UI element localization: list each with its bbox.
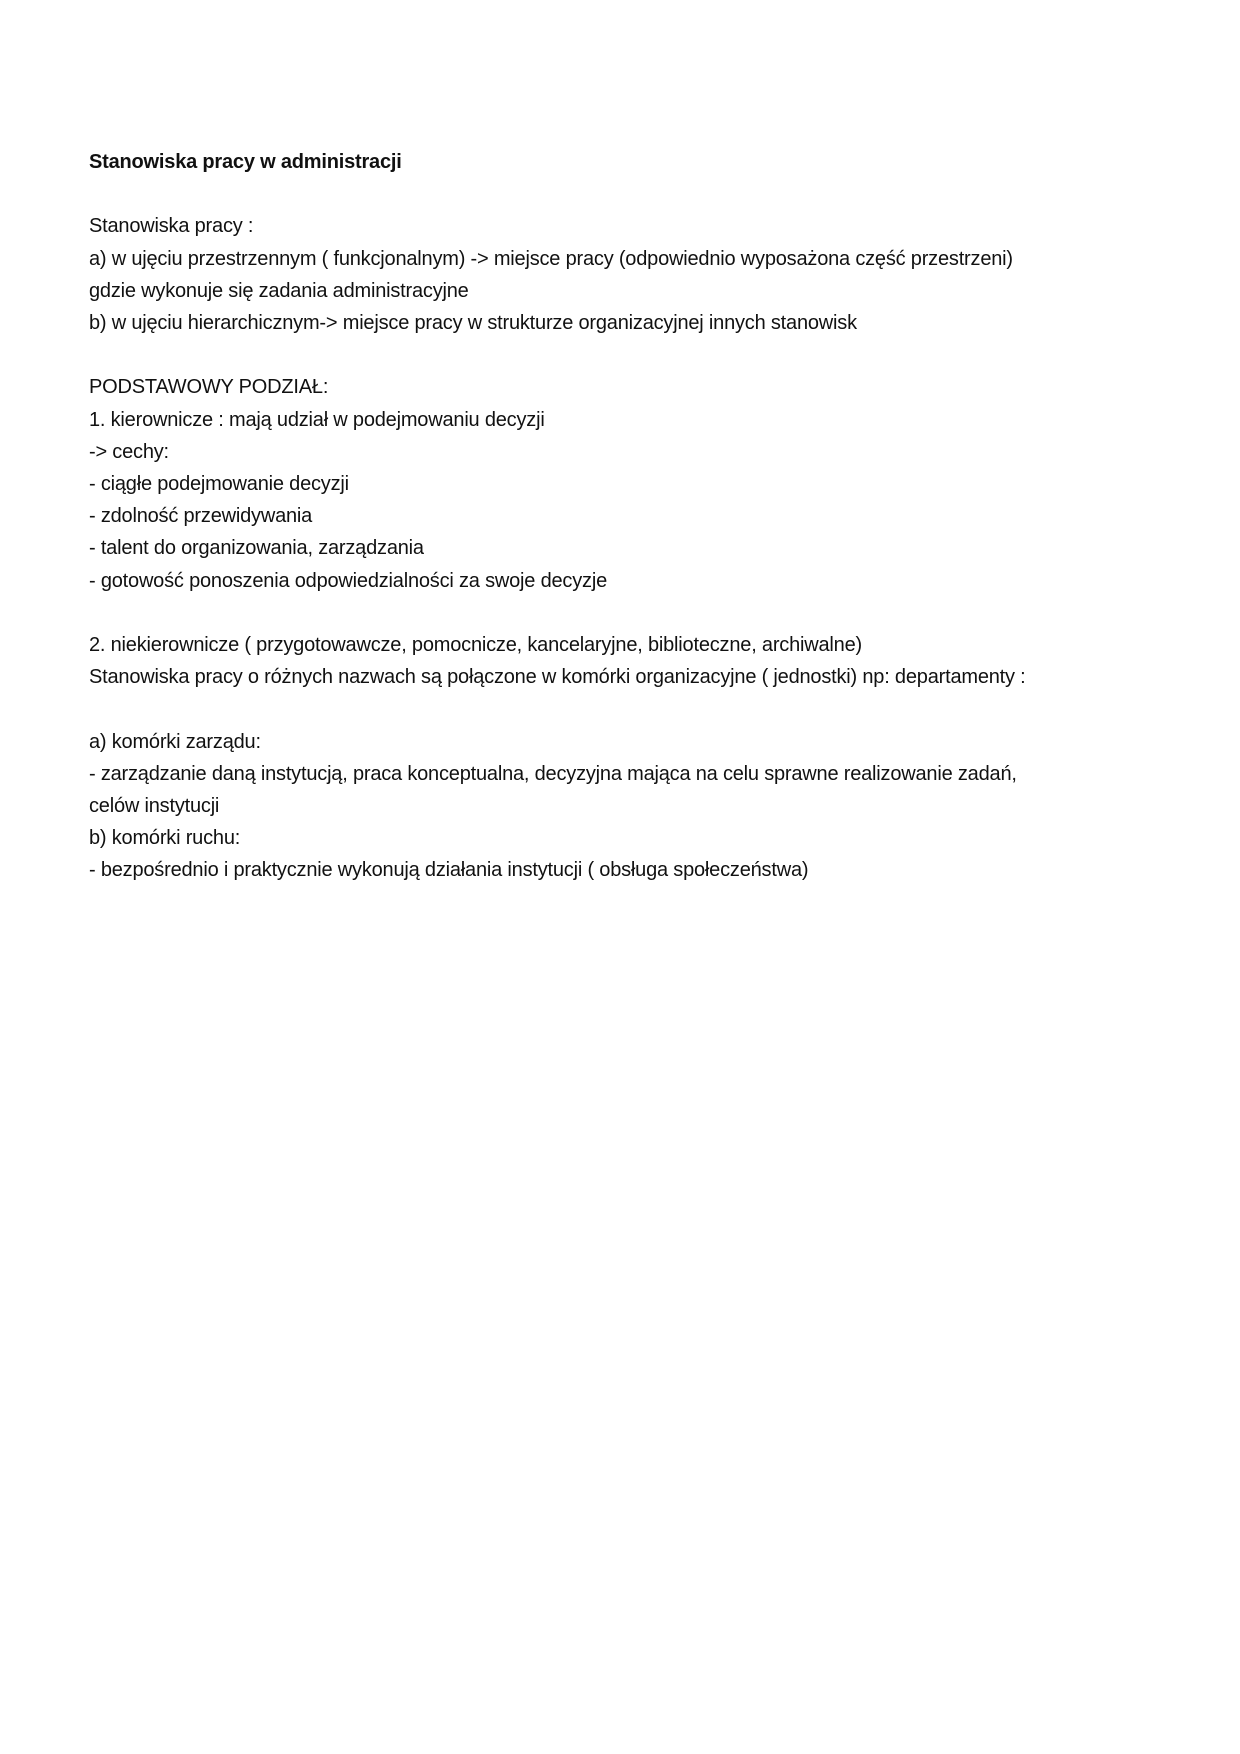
unit-a-desc-line2: celów instytucji bbox=[89, 795, 220, 817]
document-body bbox=[89, 146, 1149, 887]
unit-b-desc: - bezpośrednio i praktycznie wykonują działania instytucji ( obsługa społeczeństwa) bbox=[89, 859, 809, 882]
feature-item: - zdolność przewidywania bbox=[89, 505, 313, 528]
unit-a-heading: a) komórki zarządu: bbox=[89, 730, 261, 753]
spacer bbox=[89, 339, 1149, 371]
intro-heading: Stanowiska pracy : bbox=[89, 215, 254, 238]
feature-item: - gotowość ponoszenia odpowiedzialności za swoje decyzje bbox=[89, 569, 607, 592]
document-title: Stanowiska pracy w administracji bbox=[89, 151, 402, 173]
unit-a-desc-line1: - zarządzanie daną instytucją, praca konceptualna, decyzyjna mająca na celu sprawne realizowanie zadań, bbox=[89, 762, 1017, 785]
spacer bbox=[89, 597, 1149, 629]
intro-b: b) w ujęciu hierarchicznym-> miejsce pracy w strukturze organizacyjnej innych stanowisk bbox=[89, 312, 857, 334]
features-heading: -> cechy: bbox=[89, 440, 169, 463]
feature-item: - ciągłe podejmowanie decyzji bbox=[89, 473, 349, 495]
spacer bbox=[89, 693, 1149, 725]
division-heading: PODSTAWOWY PODZIAŁ: bbox=[89, 376, 329, 399]
item-non-managerial: 2. niekierownicze ( przygotowawcze, pomocnicze, kancelaryjne, biblioteczne, archiwalne) bbox=[89, 634, 862, 656]
units-intro: Stanowiska pracy o różnych nazwach są połączone w komórki organizacyjne ( jednostki) np: departamenty : bbox=[89, 666, 1026, 689]
intro-a-line1: a) w ujęciu przestrzennym ( funkcjonalnym) -> miejsce pracy (odpowiednio wyposażona część przestrzeni) bbox=[89, 247, 1013, 270]
feature-item: - talent do organizowania, zarządzania bbox=[89, 537, 424, 560]
unit-b-heading: b) komórki ruchu: bbox=[89, 827, 241, 850]
spacer bbox=[89, 178, 1149, 210]
intro-a-line2: gdzie wykonuje się zadania administracyjne bbox=[89, 279, 469, 302]
item-managerial: 1. kierownicze : mają udział w podejmowaniu decyzji bbox=[89, 408, 545, 431]
